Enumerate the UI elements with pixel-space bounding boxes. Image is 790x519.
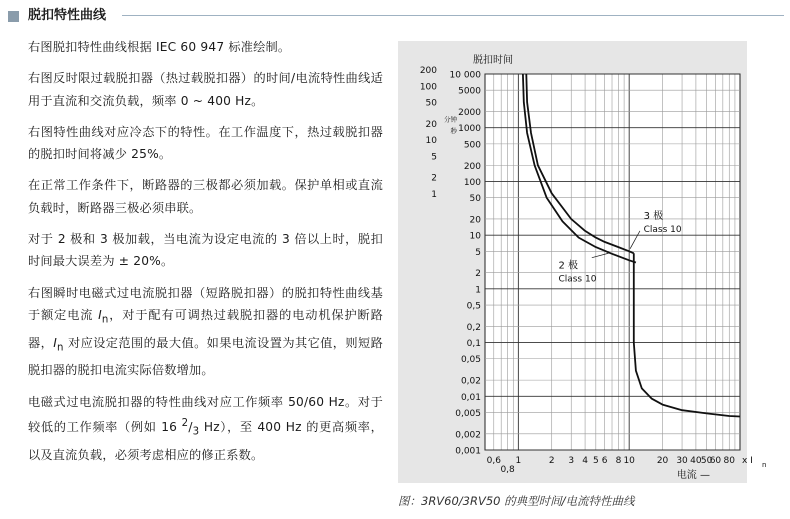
trip-characteristic-chart: [398, 41, 767, 483]
section-marker-icon: [8, 11, 19, 22]
label-2-pole-class: Class 10: [558, 274, 597, 285]
y-tick-label: 2: [475, 269, 481, 280]
x-tick-label: 0,6: [486, 456, 501, 466]
x-tick-label: 50: [700, 456, 713, 466]
x-tick-label: 3: [568, 456, 575, 466]
p6-symbol-1: I: [98, 307, 102, 322]
x-tick-label: 4: [582, 456, 588, 466]
label-3-pole: 3 极: [643, 210, 664, 222]
paragraph-1: 右图脱扣特性曲线根据 IEC 60 947 标准绘制。: [28, 40, 291, 54]
y-tick-label-min-scale: 2: [431, 173, 437, 184]
y-unit-seconds: 秒: [450, 126, 457, 135]
p7-part-b: Hz），至 400 Hz 的更高频率，以及直流负载，必须考虑相应的修正系数。: [28, 420, 383, 462]
y-tick-label-minutes: 2000: [458, 108, 481, 119]
p7-fraction-num: 2: [181, 418, 189, 430]
label-3-pole-class: Class 10: [643, 224, 682, 235]
p6-subscript-2: n: [57, 342, 64, 354]
paragraph-2: 右图反时限过载脱扣器（热过载脱扣器）的时间/电流特性曲线适用于直流和交流负载，频率 0 ~ 400 Hz。: [28, 71, 383, 108]
p7-part-a: 电磁式过电流脱扣器的特性曲线对应工作频率 50/60 Hz。对于较低的工作频率（例如 16: [28, 394, 383, 435]
y-tick-label: 5: [475, 247, 481, 258]
y-tick-label: 200: [463, 161, 481, 172]
y-tick-label: 0,001: [455, 446, 481, 457]
p6-part-b: ，对于配有可调热过载脱扣器的电动机保护断路器，: [28, 307, 384, 350]
x-tick-label: 40: [690, 456, 702, 466]
y-tick-label: 20: [469, 215, 481, 226]
y-tick-label: 0,05: [460, 355, 481, 366]
label-2-pole: 2 极: [558, 260, 578, 272]
y-tick-label: 1: [475, 285, 481, 296]
y-tick-label-min-scale: 1: [431, 189, 437, 200]
chart-svg: [398, 41, 767, 483]
x-tick-label: 60: [709, 456, 722, 466]
paragraph-6: [28, 282, 383, 382]
y-tick-label: 0,01: [460, 392, 481, 403]
x-axis-label: 电流 —: [676, 470, 710, 481]
x-tick-label: 20: [656, 456, 669, 466]
x-tick-label: 2: [548, 456, 555, 466]
y-tick-label-min-scale: 50: [425, 98, 437, 109]
y-tick-label: 0,002: [455, 430, 481, 441]
y-axis-label: 脱扣时间: [473, 55, 513, 66]
x-unit-subscript: n: [762, 461, 767, 469]
y-tick-label: 0,2: [466, 322, 481, 333]
plot-area: [485, 74, 740, 450]
y-tick-label: 500: [463, 140, 481, 151]
y-tick-label-minutes: 10 000: [449, 70, 481, 81]
y-tick-label-minutes: 5000: [458, 86, 481, 97]
section-title: 脱扣特性曲线: [28, 8, 107, 23]
y-unit-minutes: 分钟: [444, 115, 457, 124]
x-tick-label: 10: [623, 456, 635, 466]
x-tick-label: 8: [615, 456, 622, 466]
x-tick-label: 0,8: [500, 465, 515, 475]
paragraph-7: 电磁式过电流脱扣器的特性曲线对应工作频率 50/60 Hz。对于较低的工作频率（例如 16 $^2/_3$ Hz），至 400 Hz 的更高频率，以及直流负载，必须考虑相应的修正系数。: [28, 394, 383, 462]
paragraph-5: 对于 2 极和 3 极加载，当电流为设定电流的 3 倍以上时，脱扣时间最大误差为 ± 20%。: [28, 232, 383, 269]
y-tick-label: 0,005: [455, 408, 481, 419]
y-tick-label: 0,1: [466, 339, 481, 350]
paragraph-4: 在正常工作条件下，断路器的三极都必须加载。保护单相或直流负载时，断路器三极必须串联。: [28, 178, 383, 215]
x-unit-label: x I: [742, 456, 753, 466]
section-header: [0, 6, 790, 28]
p6-symbol-2: I: [53, 335, 58, 350]
x-tick-label: 80: [723, 456, 735, 466]
y-tick-label: 100: [463, 177, 481, 188]
y-tick-label-min-scale: 20: [425, 119, 437, 130]
paragraph-3: 右图特性曲线对应冷态下的特性。在工作温度下，热过载脱扣器的脱扣时间将减少 25%。: [28, 124, 383, 162]
y-tick-label: 0,5: [466, 301, 481, 312]
body-text: [28, 36, 383, 475]
y-tick-label-minutes: 1000: [458, 124, 481, 135]
y-tick-label: 0,02: [460, 376, 481, 387]
y-tick-label-min-scale: 10: [425, 136, 437, 147]
y-tick-label: 50: [469, 194, 481, 205]
y-tick-label-min-scale: 5: [431, 152, 437, 163]
x-tick-label: 6: [601, 456, 608, 466]
x-tick-label: 5: [592, 456, 599, 466]
p6-part-a: 右图瞬时电磁式过电流脱扣器（短路脱扣器）的脱扣特性曲线基于额定电流: [28, 285, 383, 322]
y-tick-label: 10: [469, 231, 481, 242]
x-tick-label: 1: [515, 456, 522, 466]
y-tick-label-min-scale: 100: [419, 82, 437, 93]
p6-part-c: 对应设定范围的最大值。如果电流设置为其它值，则短路脱扣器的脱扣电流实际倍数增加。: [28, 335, 384, 378]
header-rule: [122, 15, 784, 16]
p6-subscript-1: n: [101, 314, 109, 326]
y-tick-label-min-scale: 200: [419, 66, 437, 77]
chart-caption: 图：3RV60/3RV50 的典型时间/电流特性曲线: [398, 494, 635, 508]
p7-fraction-den: 3: [192, 426, 200, 438]
x-tick-label: 30: [676, 456, 688, 466]
